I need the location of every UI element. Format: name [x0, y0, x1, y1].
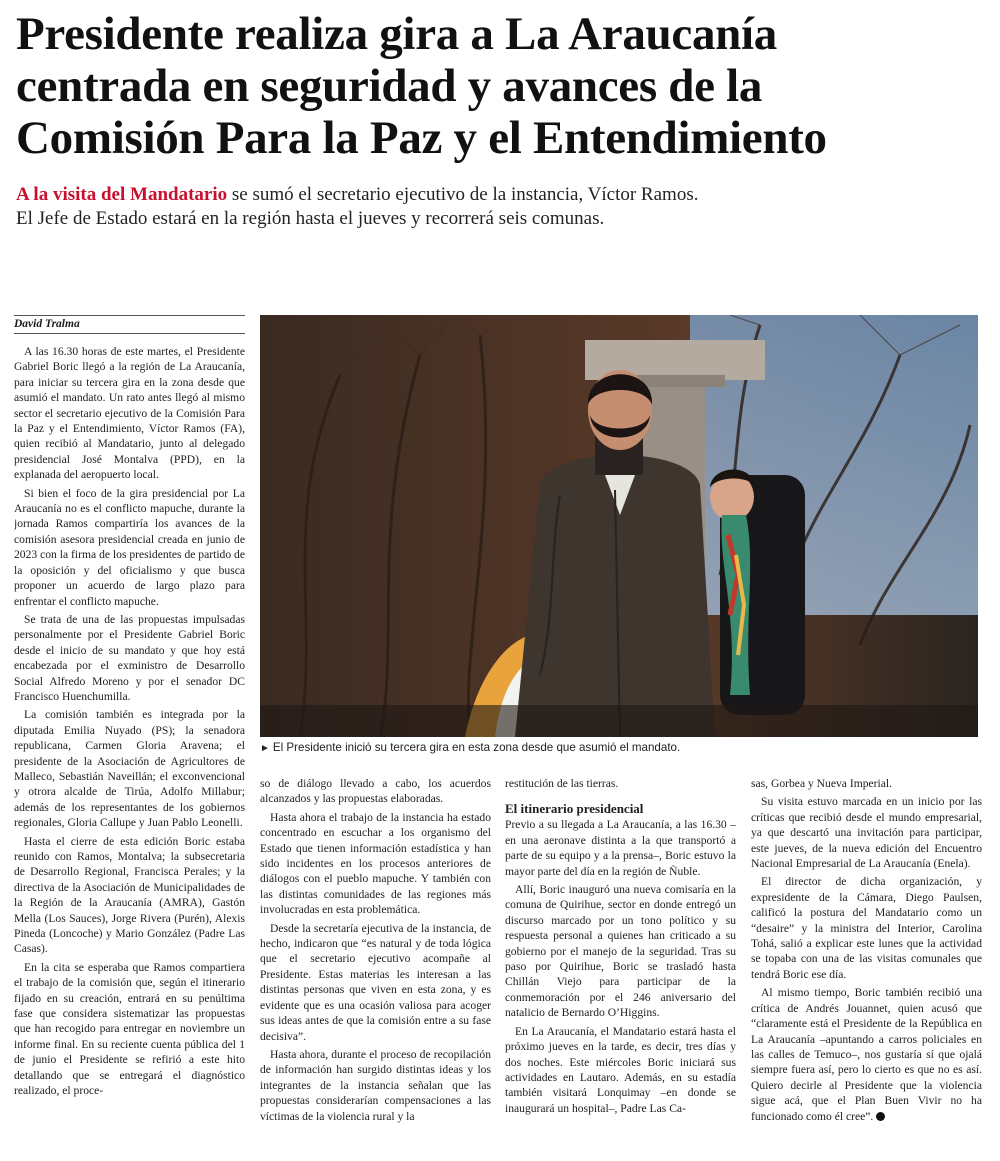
- photo-illustration: [260, 315, 978, 737]
- article-photo: [260, 315, 978, 737]
- author-byline: David Tralma: [14, 318, 245, 334]
- author-top-rule: [14, 315, 245, 316]
- body-column-3: [505, 776, 736, 1146]
- body-column-4: [751, 776, 982, 1146]
- col4-paragraph: sas, Gorbea y Nueva Imperial.: [751, 777, 893, 790]
- headline-line-1: Presidente realiza gira a La Araucanía: [16, 8, 777, 60]
- col2-paragraph: Desde la secretaría ejecutiva de la instancia, de hecho, indicaron que “es natural y de toda lógica que el secretario ejecutivo acompañe al Presidente. Estas materias les interesan a las distintas personas que viven en esta zona, y es evidente que es una ocasión valiosa para acoger sus ideas antes de que la comisión entre a su fase decisiva”.: [260, 921, 491, 1043]
- deck-line-1-rest: se sumó el secretario ejecutivo de la instancia, Víctor Ramos.: [227, 184, 699, 205]
- col1-paragraph: Se trata de una de las propuestas impulsadas personalmente por el Presidente Gabriel Boric desde el inicio de su mandato y que hoy está encabezada por el exministro de Desarrollo Social Alfredo Moreno y por el senador DC Francisco Huenchumilla.: [14, 612, 245, 703]
- col2-paragraph: so de diálogo llevado a cabo, los acuerdos alcanzados y las propuestas elaboradas.: [260, 777, 491, 806]
- col4-paragraph: Su visita estuvo marcada en un inicio por las críticas que recibió desde el mundo empresarial, ya que descartó una invitación para participar, este jueves, de la nueva edición del Encuentro Nacional Empresarial de La Araucanía (Enela).: [751, 795, 982, 871]
- headline: [16, 8, 991, 164]
- deck: [16, 183, 991, 231]
- col2-paragraph: Hasta ahora, durante el proceso de recopilación de información han surgido distintas ideas y los integrantes de la instancia señalan que las propuestas considerarían compensaciones a las víctimas de la violencia rural y la: [260, 1047, 491, 1123]
- col1-paragraph: En la cita se esperaba que Ramos compartiera el trabajo de la comisión que, según el itinerario fijado en su creación, entrará en su penúltima fase que considera sistematizar las propuestas que han recogido para entregar en noviembre un informe final. En su reciente cuenta pública del 1 de junio el Presidente se refirió a este hito detallando que se entregará el diagnóstico realizado, el proce-: [14, 960, 245, 1098]
- col1-paragraph: Si bien el foco de la gira presidencial por La Araucanía no es el conflicto mapuche, durante la jornada Ramos compartiría los avances de la comisión asesora presidencial creada en junio de 2023 con la firma de los presidentes de partido de la oposición y del oficialismo y que busca proponer un acuerdo de largo plazo para enfrentar el conflicto mapuche.: [14, 486, 245, 608]
- end-of-article-dot-icon: [876, 1112, 885, 1121]
- headline-line-3: Comisión Para la Paz y el Entendimiento: [16, 112, 827, 164]
- caption-arrow-icon: ►: [260, 743, 270, 754]
- deck-kicker: A la visita del Mandatario: [16, 184, 228, 205]
- deck-line-2: El Jefe de Estado estará en la región hasta el jueves y recorrerá seis comunas.: [16, 208, 605, 229]
- col4-last-text: Al mismo tiempo, Boric también recibió una crítica de Andrés Jouannet, quien acusó que “claramente está el Presidente de la República en La Araucanía –apuntando a carros policiales en las calles de Temuco–, nos gustaría sí que ojalá siempre fuera así, pero lo cierto es que no es así. Quiero decirle al Presidente que la violencia sigue acá, que el Plan Buen Vivir no ha funcionado como él cree”.: [751, 986, 982, 1123]
- col3-paragraph: Allí, Boric inauguró una nueva comisaría en la comuna de Quirihue, sector en donde entregó un discurso marcado por un tono político y su respuesta personal a quienes han criticado a su gobierno por el manejo de la seguridad. Tras su paso por Quirihue, Boric se trasladó hasta Chillán Viejo para participar de la conmemoración por el 246 aniversario del natalicio de Bernardo O’Higgins.: [505, 883, 736, 1020]
- col1-paragraph: Hasta el cierre de esta edición Boric estaba reunido con Ramos, Montalva; la subsecretaria de Desarrollo Regional, Francisca Perales; y la directiva de la Asociación de Municipalidades de la Región de la Araucanía (AMRA), Gastón Mella (Los Sauces), Jorge Rivera (Purén), Alexis Pineda (Loncoche) y Mario González (Padre Las Casas).: [14, 834, 245, 956]
- photo-caption: [260, 741, 978, 754]
- body-column-1: [14, 344, 245, 1144]
- col1-paragraph: A las 16.30 horas de este martes, el Presidente Gabriel Boric llegó a la región de La Araucanía, para iniciar su tercera gira en la zona desde que asumió el mandato. Un rato antes llegó al mismo sector el secretario ejecutivo de la Comisión Para la Paz y el Entendimiento, Víctor Ramos (FA), quien recibió al Mandatario, junto al delegado presidencial José Montalva (PPD), en la explanada del aeropuerto local.: [14, 345, 245, 482]
- deck-line-1: [16, 183, 991, 207]
- caption-text: El Presidente inició su tercera gira en esta zona desde que asumió el mandato.: [272, 741, 681, 754]
- col3-paragraph: Previo a su llegada a La Araucanía, a las 16.30 –en una aeronave distinta a la que transportó a parte de su equipo y a la prensa–, Boric estuvo la mayor parte del día en la región de Ñuble.: [505, 818, 736, 878]
- col2-paragraph: Hasta ahora el trabajo de la instancia ha estado concentrado en escuchar a los organismo del Estado que tienen información estadística y han sido incidentes en los procesos anteriores de diálogos con el pueblo mapuche. Y también con las distintas comunidades de las regiones más involucradas en esta problemática.: [260, 810, 491, 917]
- col1-paragraph: La comisión también es integrada por la diputada Emilia Nuyado (PS); la senadora republicana, Carmen Gloria Aravena; el presidente de la Asociación de Agricultores de Malleco, Sebastián Naveillán; el exconvencional y otrora alcalde de Tirúa, Adolfo Millabur; además de los representantes de los gobiernos regionales, Gloria Callupe y Juan Pablo Leonelli.: [14, 708, 245, 830]
- headline-line-2: centrada en seguridad y avances de la: [16, 60, 763, 112]
- col4-paragraph: El director de dicha organización, y expresidente de la Cámara, Diego Paulsen, calificó la postura del Mandatario como un “desaire” y la ministra del Interior, Carolina Tohá, salió a explicar este lunes que la actividad se topaba con una de las visitas comunales que tendrá Boric ese día.: [751, 875, 982, 981]
- col3-intro: restitución de las tierras.: [505, 777, 619, 790]
- body-column-2: [260, 776, 491, 1146]
- subhead-itinerario: El itinerario presidencial: [505, 801, 644, 817]
- col3-paragraph: En La Araucanía, el Mandatario estará hasta el próximo jueves en la tarde, es decir, tres días y dos noches. Este miércoles Boric iniciará sus actividades en Lautaro. Además, en su estadía también visitará Lonquimay –en donde se inaugurará un hospital–, Padre Las Ca-: [505, 1024, 736, 1115]
- col4-paragraph: [751, 985, 982, 1124]
